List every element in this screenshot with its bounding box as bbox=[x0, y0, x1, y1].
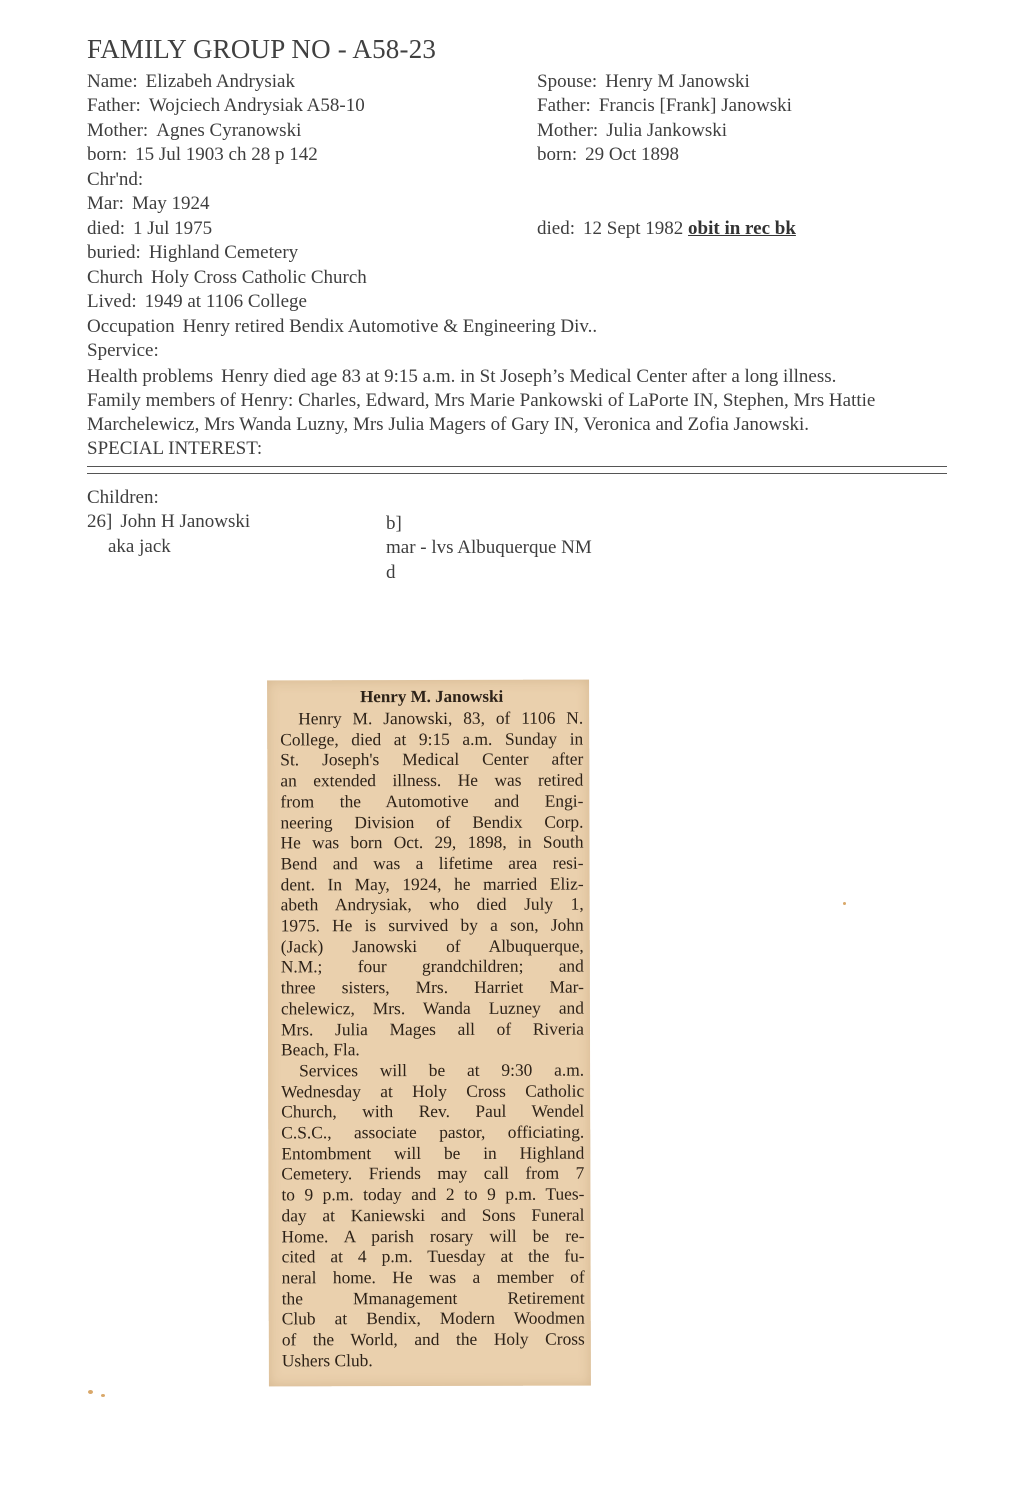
obituary-line: Wednesday at Holy Cross Catholic bbox=[281, 1080, 585, 1102]
church-row bbox=[87, 266, 367, 290]
obituary-line: C.S.C., associate pastor, officiating. bbox=[281, 1121, 585, 1143]
service-row bbox=[87, 339, 159, 363]
spouse-died-value: 12 Sept 1982 bbox=[583, 218, 684, 239]
spouse-mother-value: Julia Jankowski bbox=[606, 120, 728, 141]
obituary-line: the Mmanagement Retirement bbox=[281, 1287, 585, 1309]
obituary-line: St. Joseph's Medical Center after bbox=[280, 749, 584, 770]
paper-speck bbox=[101, 1394, 105, 1397]
mother-row bbox=[87, 119, 301, 143]
father-label: Father: bbox=[87, 95, 141, 116]
health-row bbox=[87, 365, 836, 389]
spouse-born-row bbox=[537, 143, 679, 167]
service-label: Spervice: bbox=[87, 340, 159, 361]
obituary-line: dent. In May, 1924, he married Eliz- bbox=[280, 873, 584, 895]
obituary-line: Mrs. Julia Mages all of Riveria bbox=[280, 1018, 585, 1039]
obituary-line: (Jack) Janowski of Albuquerque, bbox=[280, 935, 584, 957]
name-value: Elizabeh Andrysiak bbox=[145, 71, 295, 92]
obituary-line: an extended illness. He was retired bbox=[280, 769, 584, 791]
church-label: Church bbox=[87, 267, 143, 288]
obituary-line: Henry M. Janowski, 83, of 1106 N. bbox=[298, 707, 584, 729]
child-entry bbox=[87, 510, 250, 534]
name-label: Name: bbox=[87, 71, 138, 92]
spouse-mother-label: Mother: bbox=[537, 120, 599, 141]
obituary-body bbox=[280, 708, 585, 1371]
obituary-heading: Henry M. Janowski bbox=[360, 686, 504, 707]
died-label: died: bbox=[87, 218, 125, 239]
child-number: 26] bbox=[87, 511, 113, 532]
obituary-clipping bbox=[267, 680, 591, 1387]
child-married: mar - lvs Albuquerque NM bbox=[386, 537, 592, 558]
christened-row bbox=[87, 168, 151, 192]
christened-label: Chr'nd: bbox=[87, 169, 144, 190]
obituary-line: neral home. He was a member of bbox=[281, 1266, 585, 1288]
buried-row bbox=[87, 241, 298, 265]
born-value: 15 Jul 1903 ch 28 p 142 bbox=[135, 144, 318, 165]
spouse-father-value: Francis [Frank] Janowski bbox=[598, 95, 792, 116]
buried-value: Highland Cemetery bbox=[148, 242, 299, 263]
obituary-line: He was born Oct. 29, 1898, in South bbox=[280, 831, 584, 853]
spouse-label: Spouse: bbox=[537, 71, 598, 92]
mother-value: Agnes Cyranowski bbox=[156, 120, 302, 141]
spouse-father-label: Father: bbox=[537, 95, 591, 116]
spouse-mother-row bbox=[537, 119, 727, 143]
married-value: May 1924 bbox=[131, 193, 210, 214]
born-label: born: bbox=[87, 144, 128, 165]
health-value: Henry died age 83 at 9:15 a.m. in St Joseph’s Medical Center after a long illness. bbox=[221, 366, 837, 387]
obituary-line: Entombment will be in Highland bbox=[281, 1142, 585, 1164]
spouse-died-label: died: bbox=[537, 218, 575, 239]
spouse-born-value: 29 Oct 1898 bbox=[585, 144, 680, 165]
obituary-line: of the World, and the Holy Cross bbox=[281, 1328, 585, 1350]
born-row bbox=[87, 143, 318, 167]
obituary-line: Beach, Fla. bbox=[281, 1039, 360, 1060]
church-value: Holy Cross Catholic Church bbox=[150, 267, 367, 288]
obituary-line: neering Division of Bendix Corp. bbox=[280, 811, 584, 832]
spouse-row bbox=[537, 70, 750, 94]
died-value: 1 Jul 1975 bbox=[133, 218, 213, 239]
occupation-value: Henry retired Bendix Automotive & Engineering Div.. bbox=[182, 316, 598, 337]
mother-label: Mother: bbox=[87, 120, 149, 141]
lived-label: Lived: bbox=[87, 291, 137, 312]
occupation-label: Occupation bbox=[87, 316, 175, 337]
occupation-row bbox=[87, 315, 597, 339]
paper-speck bbox=[843, 902, 846, 905]
lived-row bbox=[87, 290, 307, 314]
child-name: John H Janowski bbox=[120, 511, 251, 532]
obituary-line: Bend and was a lifetime area resi- bbox=[280, 852, 584, 874]
obituary-line: to 9 p.m. today and 2 to 9 p.m. Tues- bbox=[281, 1183, 585, 1205]
obituary-line: Services will be at 9:30 a.m. bbox=[299, 1059, 585, 1081]
child-born: b] bbox=[386, 513, 402, 534]
obituary-line: from the Automotive and Engi- bbox=[280, 790, 584, 812]
married-row bbox=[87, 192, 210, 216]
father-value: Wojciech Andrysiak A58-10 bbox=[148, 95, 365, 116]
obituary-line: Ushers Club. bbox=[281, 1349, 373, 1371]
child-aka: aka jack bbox=[108, 536, 171, 557]
children-label: Children: bbox=[87, 487, 159, 508]
paper-speck bbox=[88, 1390, 93, 1394]
spouse-died-row bbox=[537, 217, 796, 241]
obituary-line: Home. A parish rosary will be re- bbox=[281, 1225, 585, 1246]
spouse-father-row bbox=[537, 94, 792, 118]
obituary-line: N.M.; four grandchildren; and bbox=[280, 956, 584, 977]
double-rule-divider bbox=[87, 466, 947, 474]
obituary-line: Church, with Rev. Paul Wendel bbox=[281, 1100, 585, 1122]
obituary-line: chelewicz, Mrs. Wanda Luzney and bbox=[280, 997, 584, 1019]
family-members: Family members of Henry: Charles, Edward, Mrs Marie Pankowski of LaPorte IN, Stephen, Mrs Hattie Marchelewicz, Mrs Wanda Luzny, Mrs Julia Magers of Gary IN, Veronica and Zofia Janowski. bbox=[87, 390, 876, 435]
obituary-line: College, died at 9:15 a.m. Sunday in bbox=[280, 728, 584, 750]
obituary-line: 1975. He is survived by a son, John bbox=[280, 914, 584, 936]
special-interest: SPECIAL INTEREST: bbox=[87, 438, 263, 459]
lived-value: 1949 at 1106 College bbox=[144, 291, 307, 312]
father-row bbox=[87, 94, 365, 118]
name-row bbox=[87, 70, 295, 94]
obituary-line: abeth Andrysiak, who died July 1, bbox=[280, 893, 584, 915]
obituary-reference-link[interactable]: obit in rec bk bbox=[688, 218, 796, 239]
obituary-line: Cemetery. Friends may call from 7 bbox=[281, 1163, 585, 1184]
spouse-value: Henry M Janowski bbox=[605, 71, 750, 92]
obituary-line: cited at 4 p.m. Tuesday at the fu- bbox=[281, 1245, 585, 1267]
obituary-line: Club at Bendix, Modern Woodmen bbox=[281, 1307, 585, 1329]
obituary-line: day at Kaniewski and Sons Funeral bbox=[281, 1204, 585, 1226]
obituary-line: three sisters, Mrs. Harriet Mar- bbox=[280, 976, 584, 998]
spouse-born-label: born: bbox=[537, 144, 578, 165]
died-row bbox=[87, 217, 212, 241]
health-label: Health problems bbox=[87, 366, 214, 387]
married-label: Mar: bbox=[87, 193, 124, 214]
buried-label: buried: bbox=[87, 242, 141, 263]
page-title: FAMILY GROUP NO - A58-23 bbox=[87, 34, 437, 64]
child-died: d bbox=[386, 562, 396, 583]
